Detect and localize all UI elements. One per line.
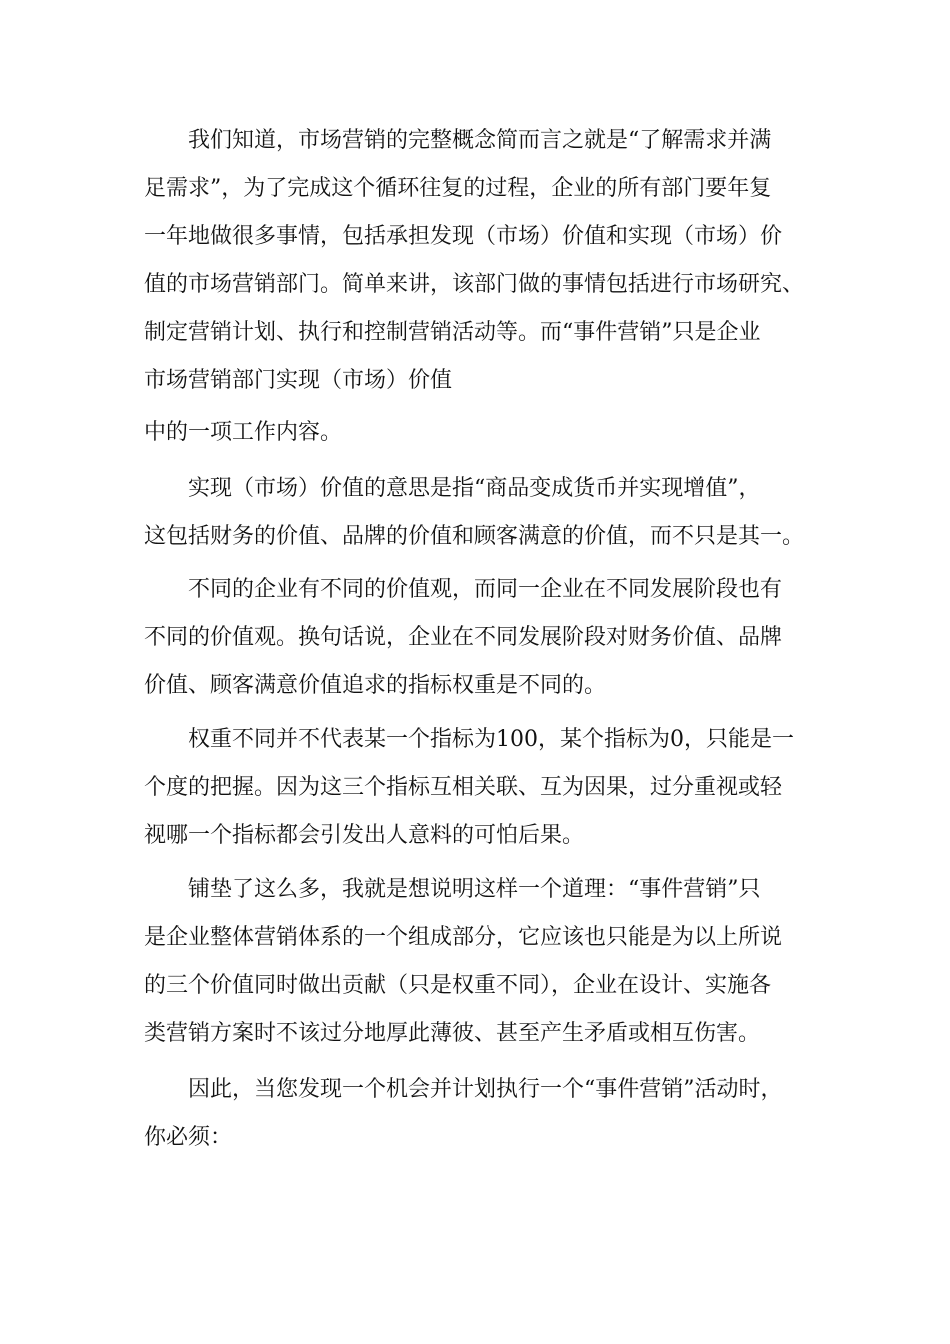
text-line: 是企业整体营销体系的一个组成部分，它应该也只能是为以上所说 (144, 925, 783, 950)
paragraph-4 (144, 566, 814, 710)
text-line: 不同的企业有不同的价值观，而同一企业在不同发展阶段也有 (144, 577, 783, 602)
text-line: 不同的价值观。换句话说，企业在不同发展阶段对财务价值、品牌 (144, 625, 783, 650)
paragraph-2 (144, 409, 814, 457)
text-line: 类营销方案时不该过分地厚此薄彼、甚至产生矛盾或相互伤害。 (144, 1021, 761, 1046)
paragraph-3 (144, 465, 814, 561)
paragraph-7 (144, 1066, 814, 1162)
text-line: 中的一项工作内容。 (144, 420, 343, 445)
text-line: 市场营销部门实现（市场）价值 (144, 368, 453, 393)
text-line: 铺垫了这么多，我就是想说明这样一个道理：“事件营销”只 (144, 877, 761, 902)
text-line: 这包括财务的价值、品牌的价值和顾客满意的价值，而不只是其一。 (144, 524, 805, 549)
text-line: 你必须： (144, 1125, 233, 1150)
paragraph-5 (144, 716, 814, 860)
paragraph-6 (144, 866, 814, 1058)
text-line: 实现（市场）价值的意思是指“商品变成货币并实现增值”， (144, 476, 761, 501)
text-line: 我们知道，市场营销的完整概念简而言之就是“了解需求并满 (144, 128, 772, 153)
text-line: 值的市场营销部门。简单来讲，该部门做的事情包括进行市场研究、 (144, 272, 805, 297)
text-line: 视哪一个指标都会引发出人意料的可怕后果。 (144, 823, 585, 848)
text-line: 个度的把握。因为这三个指标互相关联、互为因果，过分重视或轻 (144, 775, 783, 800)
text-line: 权重不同并不代表某一个指标为100，某个指标为0，只能是一 (144, 727, 794, 752)
text-line: 足需求”，为了完成这个循环往复的过程，企业的所有部门要年复 (144, 176, 772, 201)
text-line: 制定营销计划、执行和控制营销活动等。而“事件营销”只是企业 (144, 320, 761, 345)
paragraph-1 (144, 117, 814, 405)
text-line: 价值、顾客满意价值追求的指标权重是不同的。 (144, 673, 607, 698)
text-line: 的三个价值同时做出贡献（只是权重不同），企业在设计、实施各 (144, 973, 772, 998)
text-line: 因此，当您发现一个机会并计划执行一个“事件营销”活动时， (144, 1077, 783, 1102)
text-line: 一年地做很多事情，包括承担发现（市场）价值和实现（市场）价 (144, 224, 783, 249)
